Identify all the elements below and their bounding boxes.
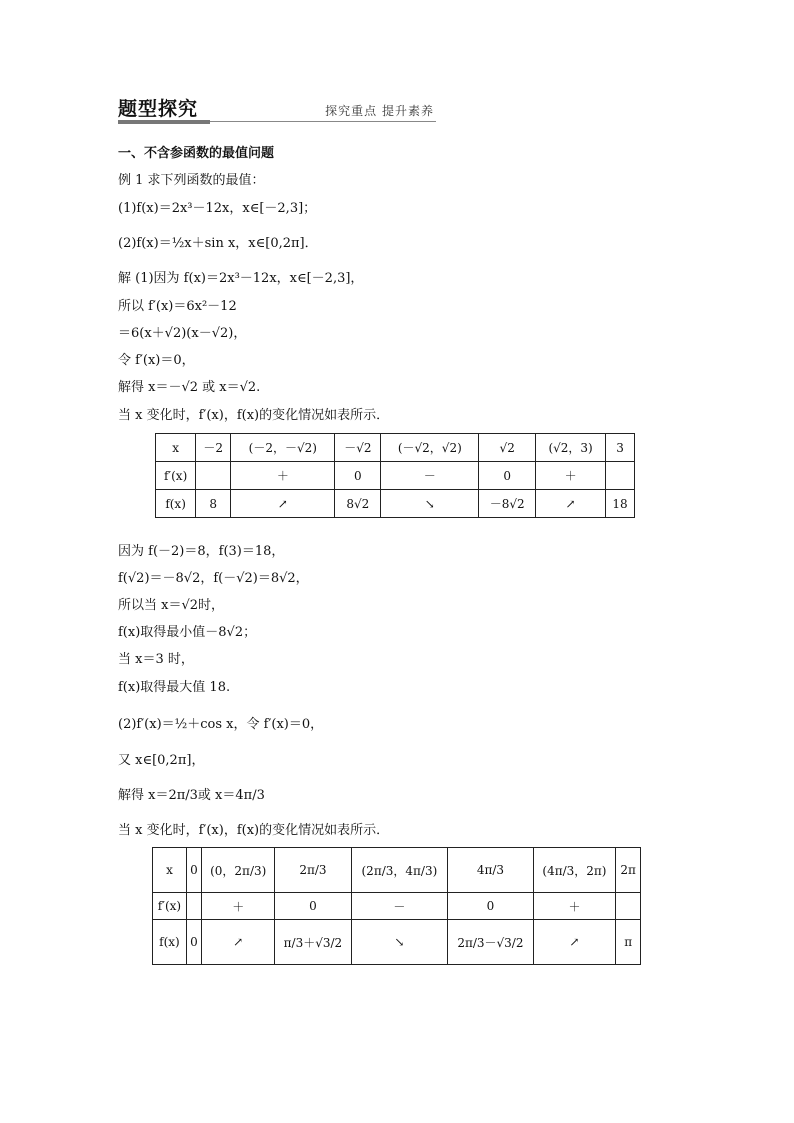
table-cell: 0 — [186, 848, 201, 893]
table-cell: 0 — [186, 920, 201, 965]
solution-line: 又 x∈[0,2π]， — [118, 753, 205, 768]
table-cell: －8√2 — [479, 490, 536, 518]
table-cell: －2 — [196, 434, 231, 462]
solution-line: 解得 x＝2π/3或 x＝4π/3 — [118, 788, 265, 803]
solution-line: f(x)取得最小值－8√2； — [118, 625, 257, 640]
table-cell: ↗ — [536, 490, 606, 518]
table-cell: － — [351, 893, 448, 920]
solution-line: 解得 x＝－√2 或 x＝√2. — [118, 380, 261, 395]
table-cell: －√2 — [335, 434, 381, 462]
table-cell: ↗ — [533, 920, 616, 965]
table-row — [153, 920, 641, 965]
table-cell: f′(x) — [156, 462, 196, 490]
solution-line: 所以当 x＝√2时， — [118, 598, 225, 613]
solution-line: 当 x 变化时，f′(x)，f(x)的变化情况如表所示． — [118, 408, 390, 423]
example-label: 例 1 求下列函数的最值： — [118, 173, 265, 188]
table-cell: ↗ — [202, 920, 275, 965]
solution-line: 令 f′(x)＝0， — [118, 353, 195, 368]
solution-line: ＝6(x＋√2)(x－√2)， — [118, 326, 247, 341]
table-cell: f(x) — [153, 920, 187, 965]
table-cell: ＋ — [533, 893, 616, 920]
table-row — [156, 490, 635, 518]
table-cell: 0 — [335, 462, 381, 490]
table-cell: x — [156, 434, 196, 462]
table-cell: 18 — [606, 490, 635, 518]
table-cell: (4π/3，2π) — [533, 848, 616, 893]
table-row — [153, 848, 641, 893]
table-cell: ↗ — [231, 490, 335, 518]
variation-table-1 — [155, 433, 635, 518]
section-header — [118, 94, 436, 124]
title-underline — [118, 120, 210, 124]
solution-line: f(√2)＝－8√2，f(－√2)＝8√2， — [118, 571, 309, 586]
table-row — [156, 434, 635, 462]
table-cell: x — [153, 848, 187, 893]
solution-line: 解 (1)因为 f(x)＝2x³－12x，x∈[－2,3]， — [118, 271, 364, 286]
solution-line: f(x)取得最大值 18. — [118, 680, 231, 695]
table-cell: ＋ — [231, 462, 335, 490]
section-title: 题型探究 — [118, 98, 199, 120]
table-cell: 3 — [606, 434, 635, 462]
problem-line: (1)f(x)＝2x³－12x，x∈[－2,3]； — [118, 201, 317, 216]
table-cell: ↘ — [381, 490, 479, 518]
solution-line: (2)f′(x)＝½＋cos x，令 f′(x)＝0， — [118, 717, 324, 732]
table-cell: ↘ — [351, 920, 448, 965]
solution-line: 当 x＝3 时， — [118, 652, 194, 667]
header-rule — [210, 121, 436, 122]
section-subtitle: 探究重点 提升素养 — [325, 104, 434, 118]
table-cell — [186, 893, 201, 920]
table-cell: 4π/3 — [448, 848, 533, 893]
table-cell — [606, 462, 635, 490]
table-cell: ＋ — [202, 893, 275, 920]
topic-heading: 一、不含参函数的最值问题 — [118, 146, 275, 161]
table-cell: 8√2 — [335, 490, 381, 518]
table-cell: π/3＋√3/2 — [275, 920, 351, 965]
table-cell: f(x) — [156, 490, 196, 518]
table-cell: 0 — [448, 893, 533, 920]
table-cell: 2π — [616, 848, 641, 893]
table-cell: f′(x) — [153, 893, 187, 920]
table-cell: (－√2，√2) — [381, 434, 479, 462]
table-row — [156, 462, 635, 490]
table-cell: √2 — [479, 434, 536, 462]
table-cell: π — [616, 920, 641, 965]
table-cell: (0，2π/3) — [202, 848, 275, 893]
table-cell — [616, 893, 641, 920]
table-cell — [196, 462, 231, 490]
solution-line: 因为 f(－2)＝8，f(3)＝18， — [118, 544, 285, 559]
table-cell: (√2，3) — [536, 434, 606, 462]
variation-table-2 — [152, 847, 641, 965]
table-cell: ＋ — [536, 462, 606, 490]
problem-line: (2)f(x)＝½x＋sin x，x∈[0,2π]． — [118, 236, 318, 251]
table-cell: 0 — [275, 893, 351, 920]
table-row — [153, 893, 641, 920]
solution-line: 所以 f′(x)＝6x²－12 — [118, 299, 237, 314]
table-cell: (2π/3，4π/3) — [351, 848, 448, 893]
table-cell: 2π/3 — [275, 848, 351, 893]
table-cell: 0 — [479, 462, 536, 490]
table-cell: － — [381, 462, 479, 490]
table-cell: 8 — [196, 490, 231, 518]
table-cell: (－2，－√2) — [231, 434, 335, 462]
solution-line: 当 x 变化时，f′(x)，f(x)的变化情况如表所示． — [118, 823, 390, 838]
table-cell: 2π/3－√3/2 — [448, 920, 533, 965]
